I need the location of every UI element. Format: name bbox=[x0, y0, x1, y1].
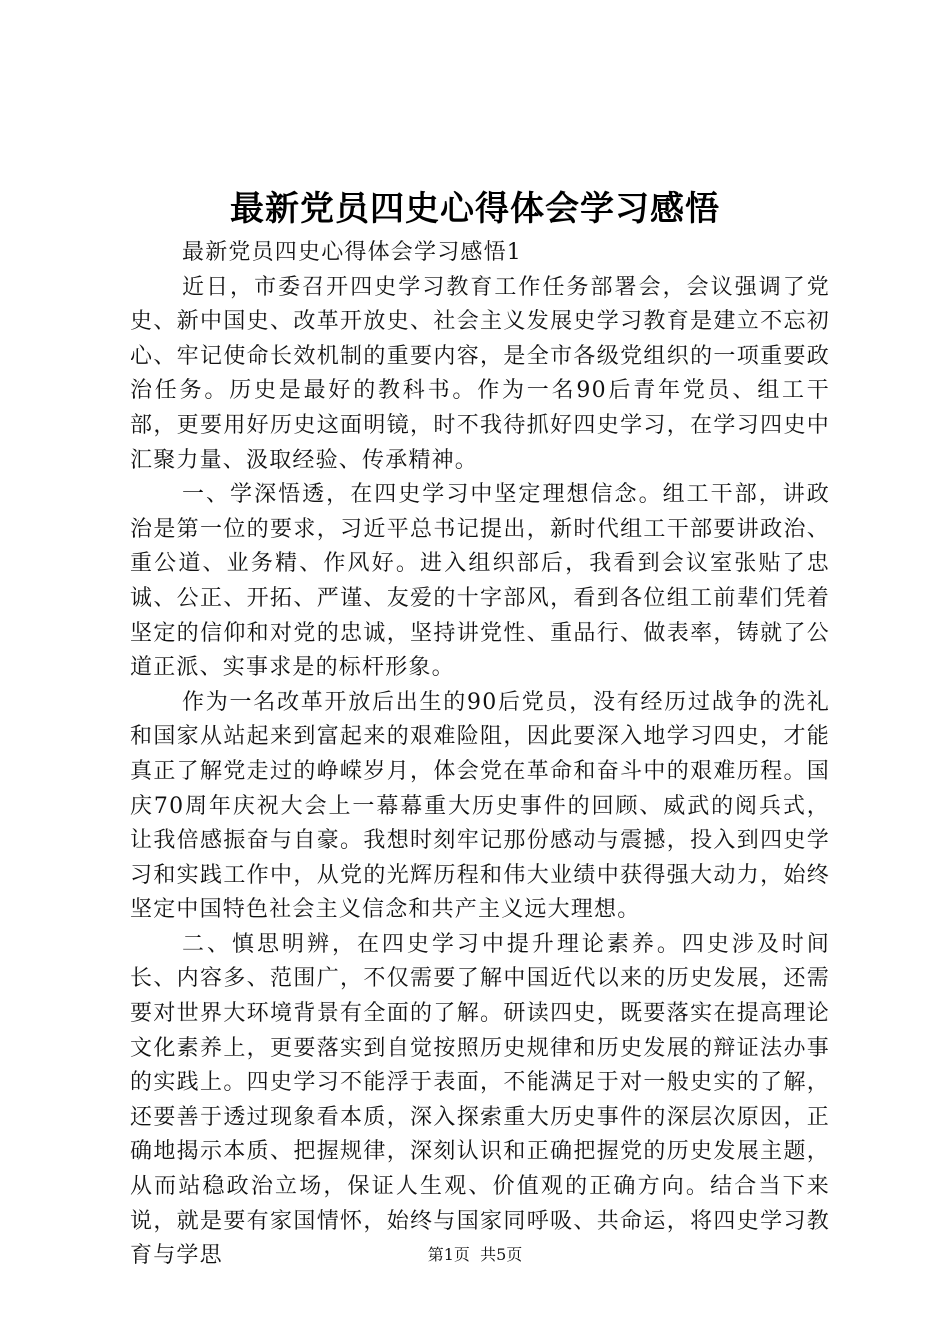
body-paragraph: 作为一名改革开放后出生的90后党员，没有经历过战争的洗礼和国家从站起来到富起来的艰难险阻，因此要深入地学习四史，才能真正了解党走过的峥嵘岁月，体会党在革命和奋斗中的艰难历程。国庆70周年庆祝大会上一幕幕重大历史事件的回顾、威武的阅兵式，让我倍感振奋与自豪。我想时刻牢记那份感动与震撼，投入到四史学习和实践工作中，从党的光辉历程和伟大业绩中获得强大动力，始终坚定中国特色社会主义信念和共产主义远大理想。 bbox=[130, 689, 830, 923]
body-paragraph: 一、学深悟透，在四史学习中坚定理想信念。组工干部，讲政治是第一位的要求，习近平总书记提出，新时代组工干部要讲政治、重公道、业务精、作风好。进入组织部后，我看到会议室张贴了忠诚、公正、开拓、严谨、友爱的十字部风，看到各位组工前辈们凭着坚定的信仰和对党的忠诚，坚持讲党性、重品行、做表率，铸就了公道正派、实事求是的标杆形象。 bbox=[130, 482, 830, 681]
body-paragraph: 二、慎思明辨，在四史学习中提升理论素养。四史涉及时间长、内容多、范围广，不仅需要了解中国近代以来的历史发展，还需要对世界大环境背景有全面的了解。研读四史，既要落实在提高理论文化素养上，更要落实到自觉按照历史规律和历史发展的辩证法办事的实践上。四史学习不能浮于表面，不能满足于对一般史实的了解，还要善于透过现象看本质，深入探索重大历史事件的深层次原因，正确地揭示本质、把握规律，深刻认识和正确把握党的历史发展主题，从而站稳政治立场，保证人生观、价值观的正确方向。结合当下来说，就是要有家国情怀，始终与国家同呼吸、共命运，将四史学习教育与学思 bbox=[130, 931, 830, 1269]
page-footer bbox=[0, 1244, 950, 1266]
document-body bbox=[130, 236, 830, 1274]
page-number-label: 第1页 共5页 bbox=[427, 1245, 523, 1264]
document-title: 最新党员四史心得体会学习感悟 bbox=[230, 189, 720, 229]
body-paragraph: 近日，市委召开四史学习教育工作任务部署会，会议强调了党史、新中国史、改革开放史、社会主义发展史学习教育是建立不忘初心、牢记使命长效机制的重要内容，是全市各级党组织的一项重要政治任务。历史是最好的教科书。作为一名90后青年党员、组工干部，更要用好历史这面明镜，时不我待抓好四史学习，在学习四史中汇聚力量、汲取经验、传承精神。 bbox=[130, 274, 830, 473]
subtitle-paragraph: 最新党员四史心得体会学习感悟1 bbox=[182, 240, 522, 265]
